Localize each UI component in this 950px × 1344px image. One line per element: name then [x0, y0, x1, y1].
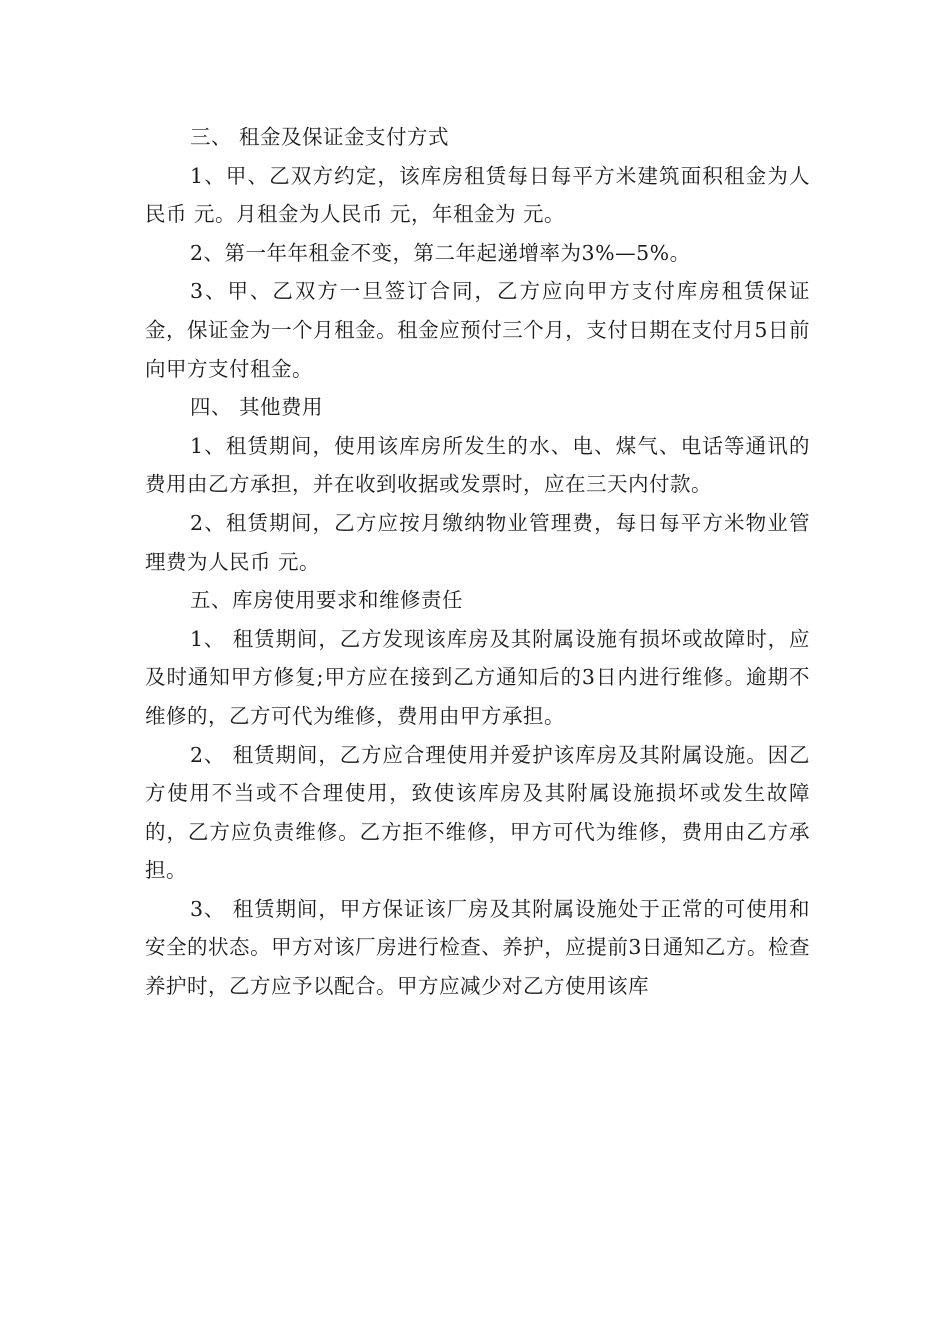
- clause-paragraph: 1、租赁期间，使用该库房所发生的水、电、煤气、电话等通讯的费用由乙方承担，并在收到收据或发票时，应在三天内付款。: [145, 433, 810, 497]
- section-heading-usage-maintenance: 五、库房使用要求和维修责任: [190, 588, 463, 613]
- clause-paragraph: 2、 租赁期间，乙方应合理使用并爱护该库房及其附属设施。因乙方使用不当或不合理使用，致使该库房及其附属设施损坏或发生故障的，乙方应负责维修。乙方拒不维修，甲方可代为维修，费用由乙方承担。: [145, 742, 810, 883]
- clause-paragraph: 3、 租赁期间，甲方保证该厂房及其附属设施处于正常的可使用和安全的状态。甲方对该厂房进行检查、养护，应提前3日通知乙方。检查养护时，乙方应予以配合。甲方应减少对乙方使用该库: [145, 896, 810, 999]
- section-heading-rent-payment: 三、 租金及保证金支付方式: [190, 125, 450, 149]
- clause-paragraph: 3、甲、乙双方一旦签订合同，乙方应向甲方支付库房租赁保证金，保证金为一个月租金。租金应预付三个月，支付日期在支付月5日前向甲方支付租金。: [145, 279, 810, 381]
- clause-paragraph: 1、 租赁期间，乙方发现该库房及其附属设施有损坏或故障时，应及时通知甲方修复;甲方应在接到乙方通知后的3日内进行维修。逾期不维修的，乙方可代为维修，费用由甲方承担。: [145, 626, 810, 728]
- section-heading-other-fees: 四、 其他费用: [190, 395, 324, 420]
- clause-paragraph: 2、第一年年租金不变，第二年起递增率为3%—5%。: [190, 240, 691, 265]
- clause-paragraph: 2、租赁期间，乙方应按月缴纳物业管理费，每日每平方米物业管理费为人民币 元。: [145, 510, 810, 574]
- document-body: [145, 118, 810, 1006]
- clause-paragraph: 1、甲、乙双方约定，该库房租赁每日每平方米建筑面积租金为人民币 元。月租金为人民币 元，年租金为 元。: [145, 163, 810, 227]
